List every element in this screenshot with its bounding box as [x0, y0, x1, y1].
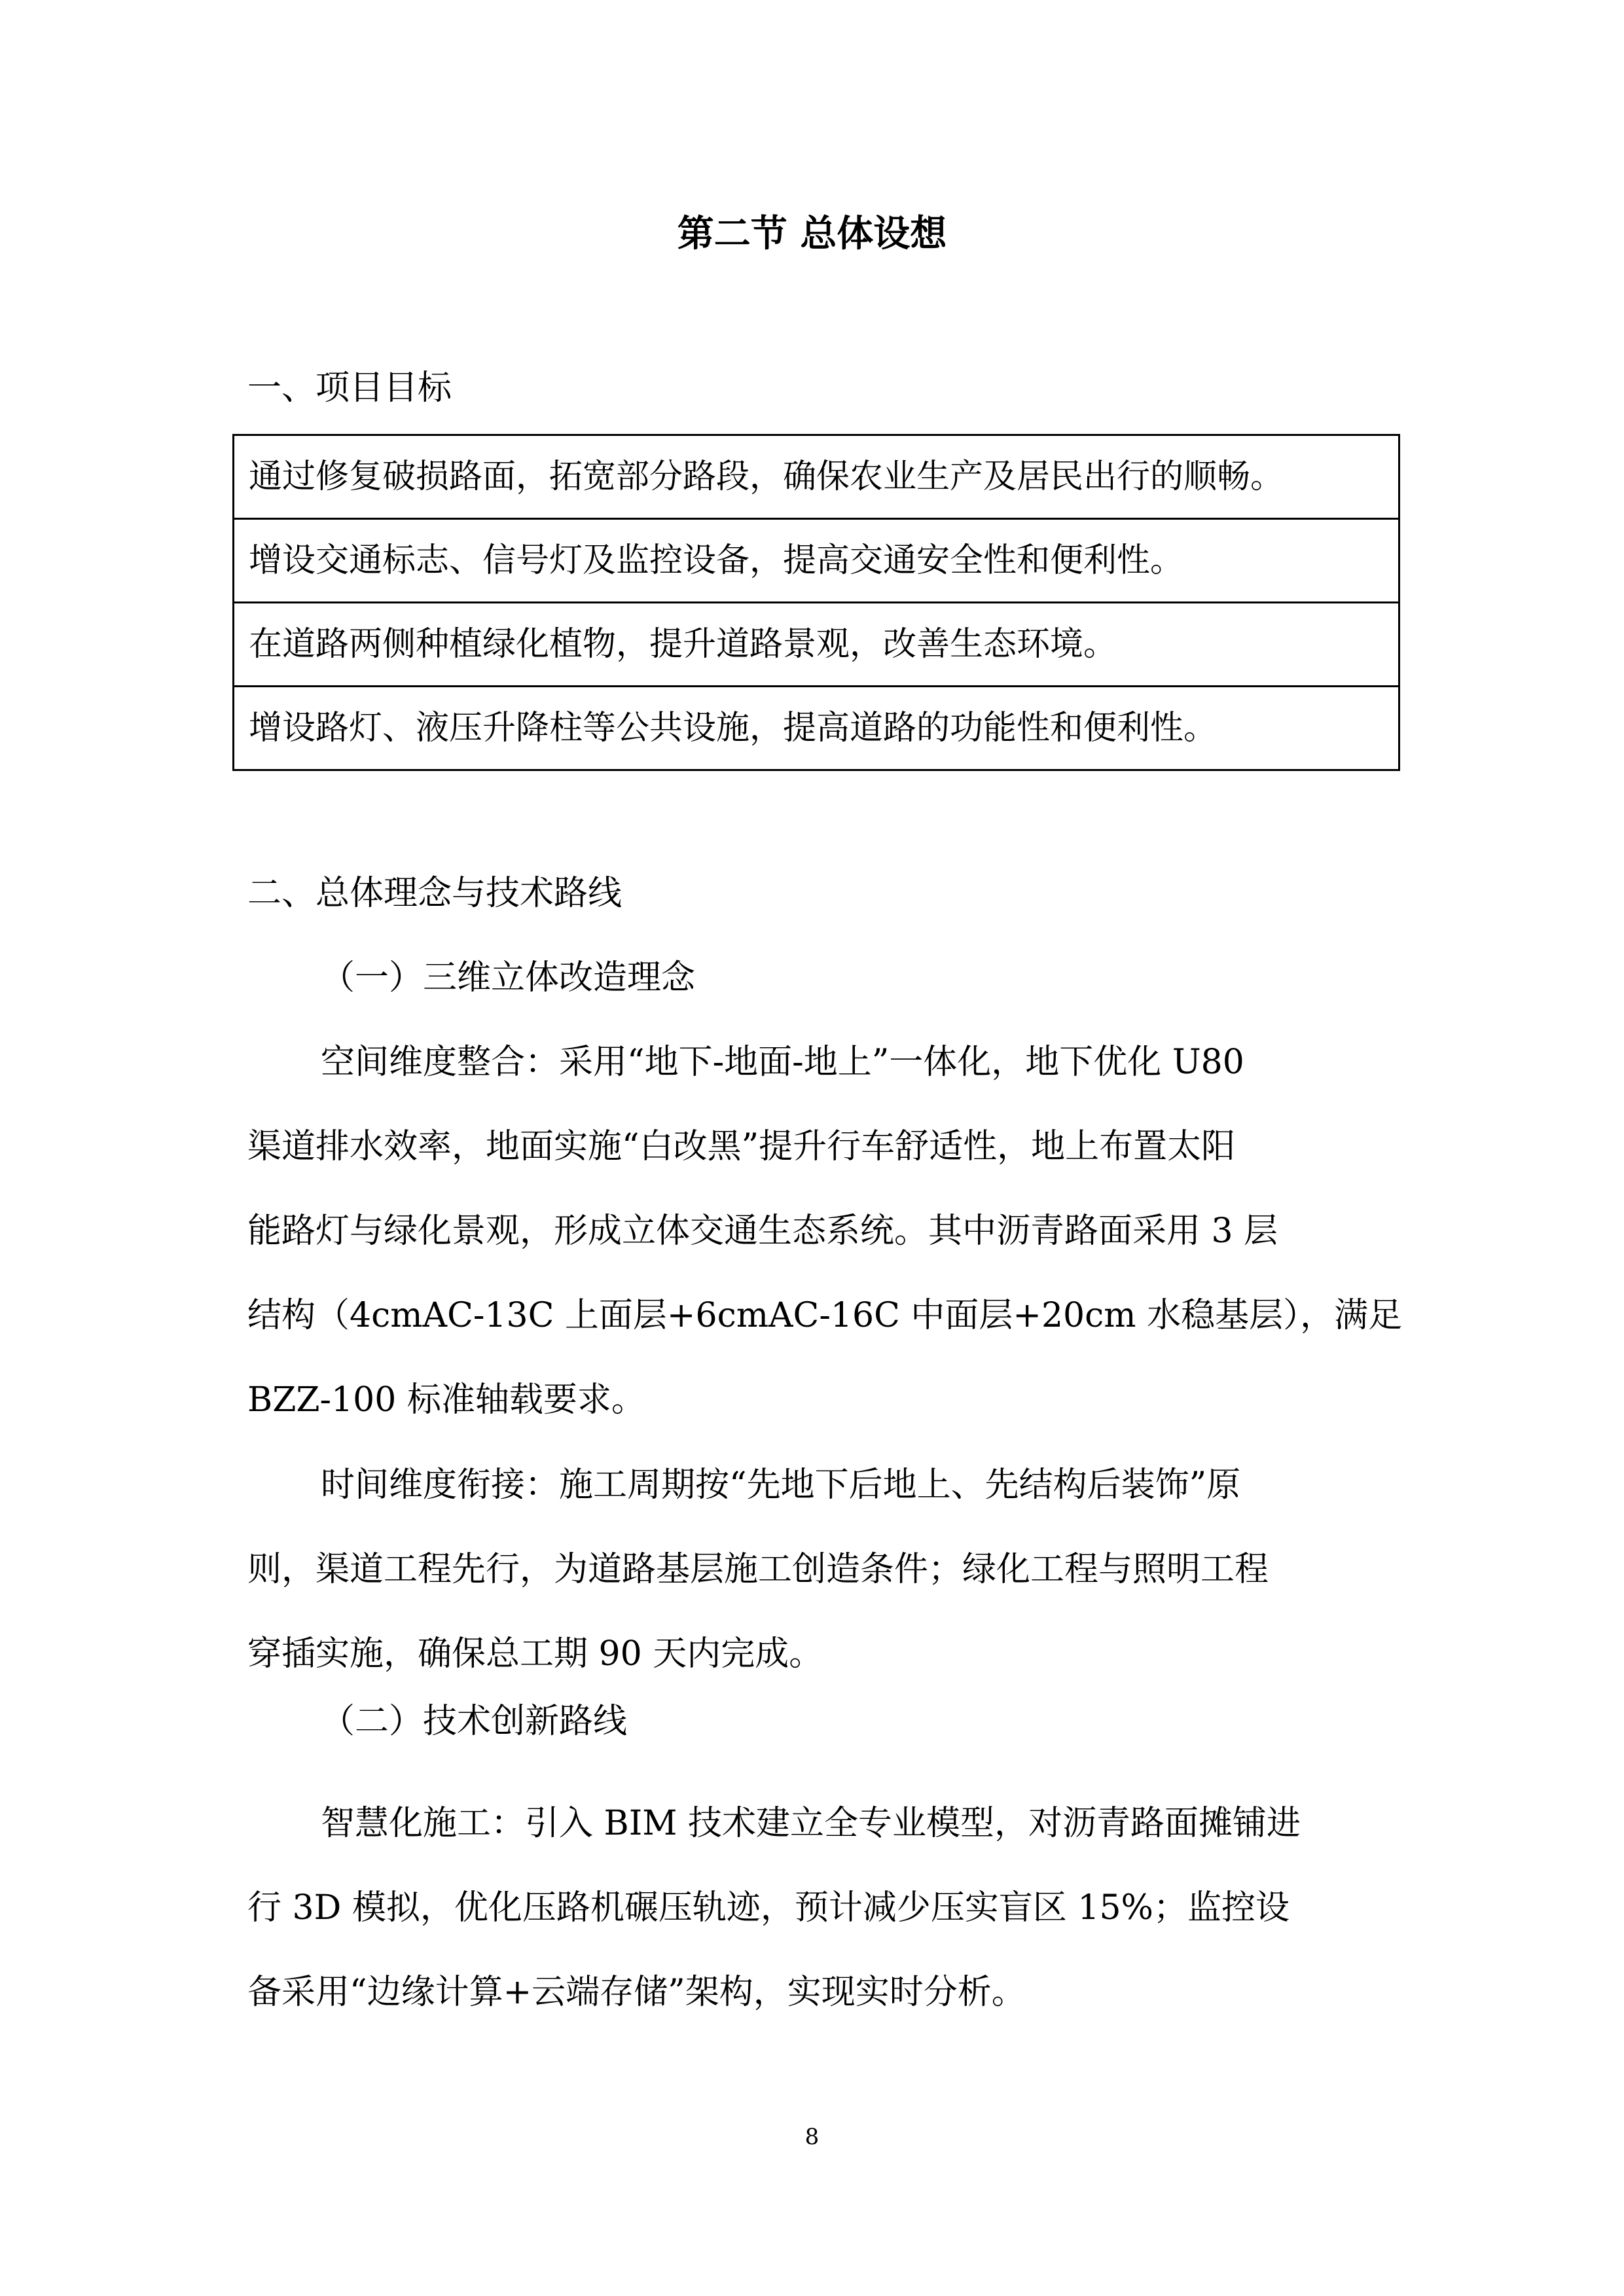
paragraph-line: BZZ-100 标准轴载要求。	[247, 1380, 645, 1420]
table-row	[234, 603, 1399, 687]
paragraph-line: 备采用“边缘计算+云端存储”架构，实现实时分析。	[247, 1973, 1026, 2012]
table-row	[234, 435, 1399, 519]
paragraph-line: 时间维度衔接：施工周期按“先地下后地上、先结构后装饰”原	[321, 1465, 1241, 1505]
paragraph-smart-construction	[247, 1782, 1386, 2035]
paragraph-line: 空间维度整合：采用“地下-地面-地上”一体化，地下优化 U80	[321, 1043, 1244, 1082]
paragraph-line: 智慧化施工：引入 BIM 技术建立全专业模型，对沥青路面摊铺进	[321, 1804, 1301, 1843]
section-heading-concept-route: 二、总体理念与技术路线	[247, 874, 623, 913]
page-title: 第二节 总体设想	[677, 213, 947, 255]
section-heading-project-goals: 一、项目目标	[247, 368, 452, 408]
project-goals-table	[232, 434, 1400, 771]
paragraph-line: 行 3D 模拟，优化压路机碾压轨迹，预计减少压实盲区 15%；监控设	[247, 1888, 1290, 1928]
paragraph-line: 渠道排水效率，地面实施“白改黑”提升行车舒适性，地上布置太阳	[247, 1127, 1236, 1166]
table-row	[234, 687, 1399, 770]
subsection-heading-3d-concept: （一）三维立体改造理念	[321, 958, 696, 997]
table-cell: 在道路两侧种植绿化植物，提升道路景观，改善生态环境。	[234, 603, 1399, 687]
paragraph-line: 则，渠道工程先行，为道路基层施工创造条件；绿化工程与照明工程	[247, 1550, 1269, 1589]
table-cell: 增设路灯、液压升降柱等公共设施，提高道路的功能性和便利性。	[234, 687, 1399, 770]
table-cell: 通过修复破损路面，拓宽部分路段，确保农业生产及居民出行的顺畅。	[234, 435, 1399, 519]
paragraph-time-coordination	[247, 1443, 1386, 1696]
paragraph-line: 穿插实施，确保总工期 90 天内完成。	[247, 1634, 823, 1674]
table-cell: 增设交通标志、信号灯及监控设备，提高交通安全性和便利性。	[234, 519, 1399, 603]
subsection-heading-tech-innovation: （二）技术创新路线	[321, 1702, 628, 1741]
table-row	[234, 519, 1399, 603]
paragraph-line: 能路灯与绿化景观，形成立体交通生态系统。其中沥青路面采用 3 层	[247, 1211, 1278, 1251]
page-number: 8	[804, 2124, 820, 2150]
paragraph-spatial-integration	[247, 1020, 1403, 1443]
paragraph-line: 结构（4cmAC-13C 上面层+6cmAC-16C 中面层+20cm 水稳基层），满足	[247, 1296, 1403, 1335]
